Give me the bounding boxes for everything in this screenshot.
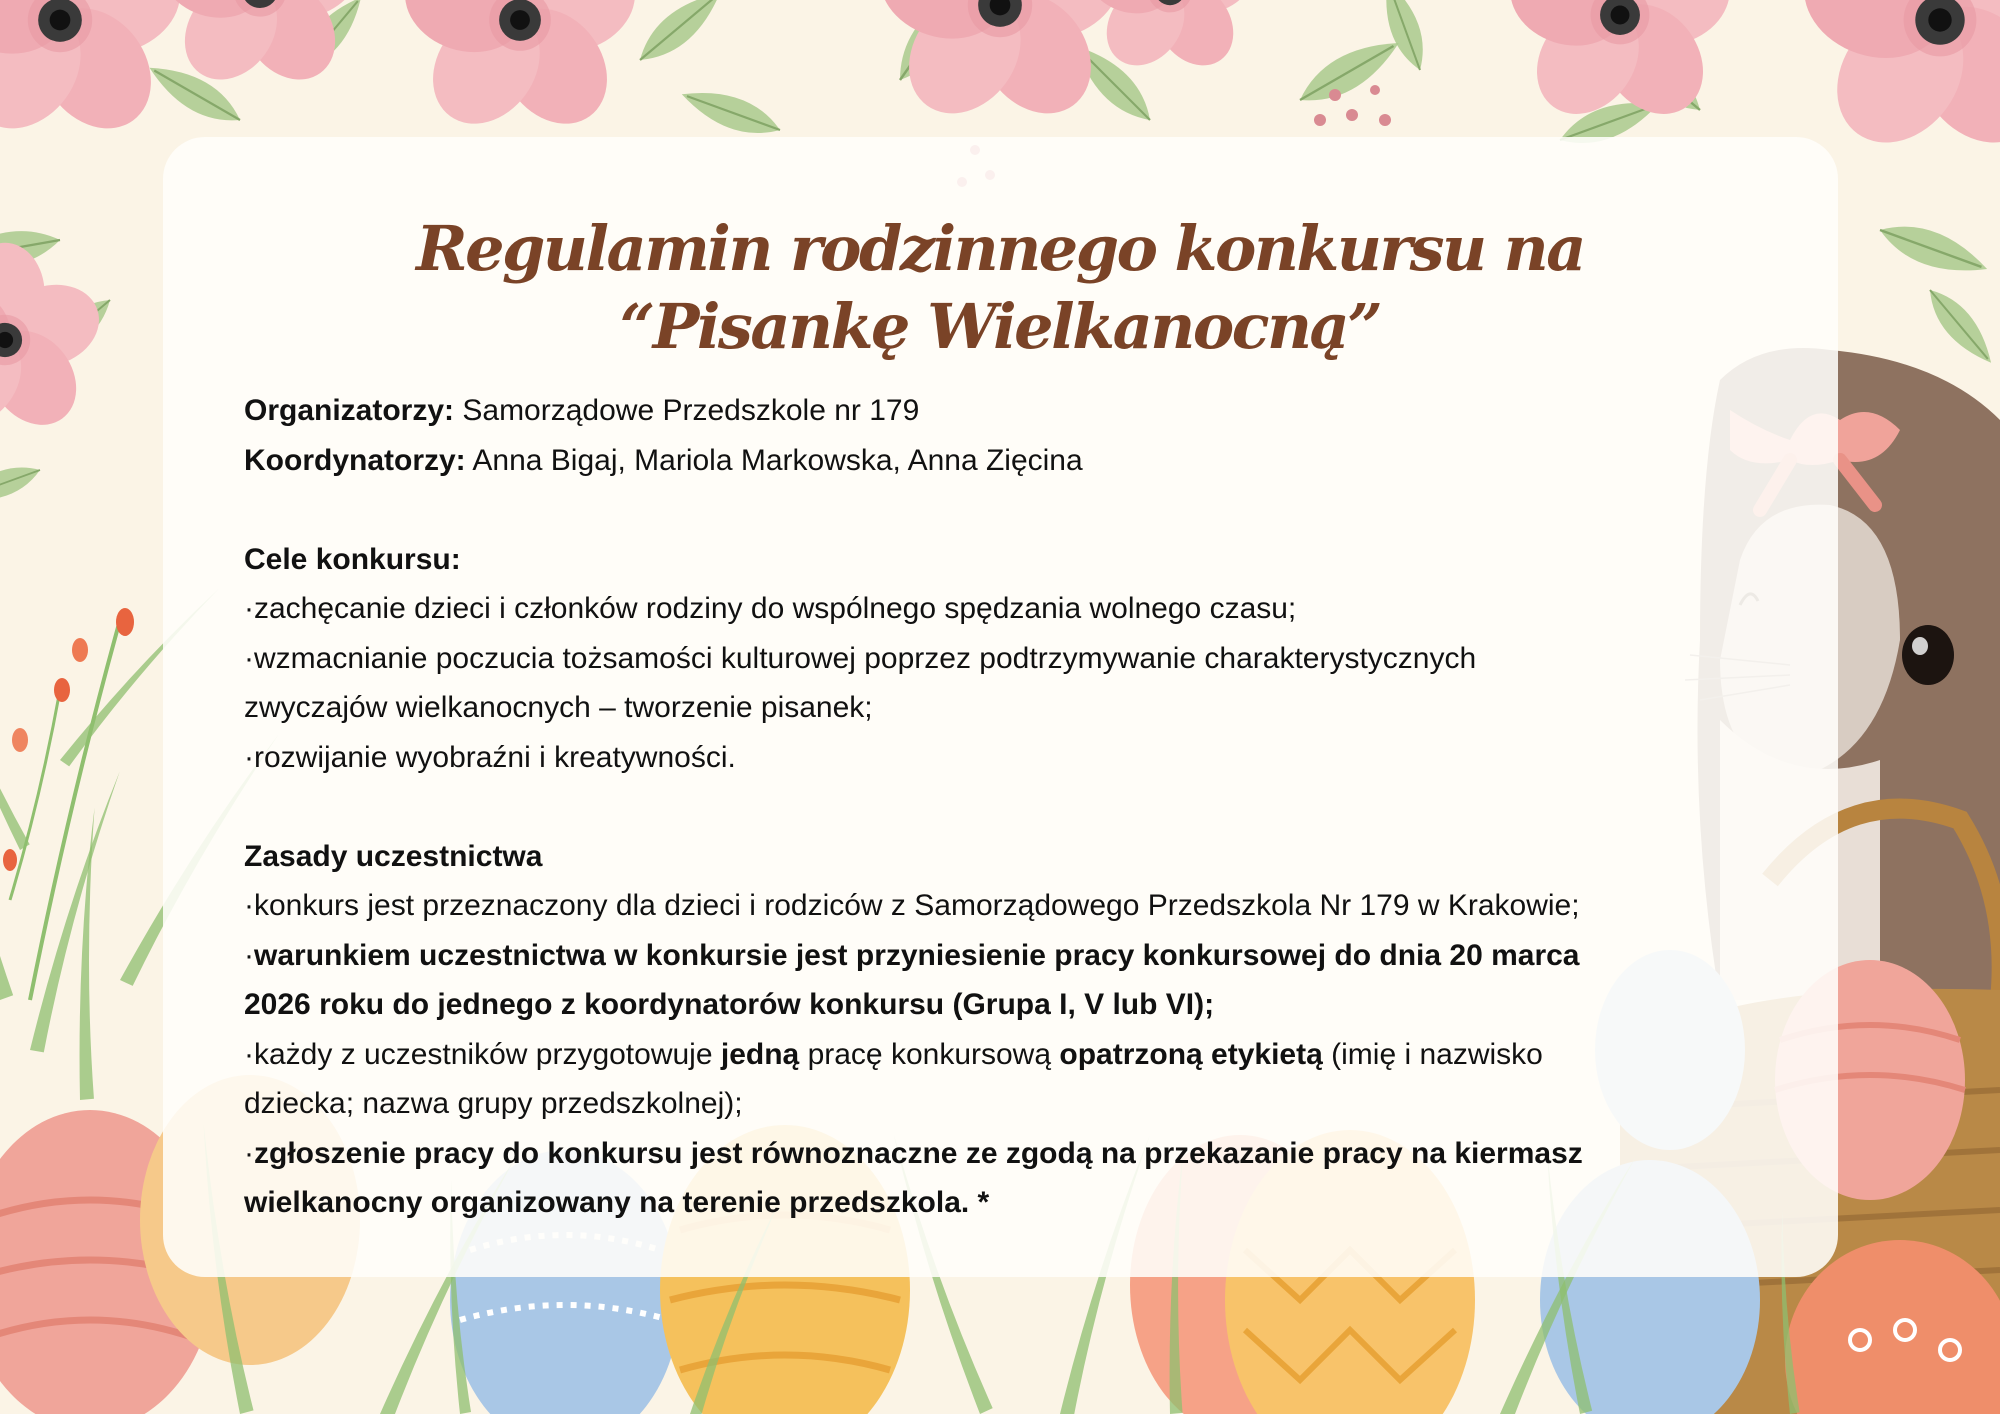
goals-item-2-line-1: ·wzmacnianie poczucia tożsamości kulturowej poprzez podtrzymywanie charakterystycznych bbox=[244, 641, 1477, 675]
rules-item-2-line-2: 2026 roku do jednego z koordynatorów konkursu (Grupa I, V lub VI); bbox=[244, 988, 1215, 1021]
title-line-1: Regulamin rodzinnego konkursu na bbox=[416, 212, 1584, 285]
rules-item-1: ·konkurs jest przeznaczony dla dzieci i rodziców z Samorządowego Przedszkola Nr 179 w Krakowie; bbox=[244, 889, 1580, 922]
organizers-label: Organizatorzy: bbox=[244, 394, 455, 427]
rules-item-4-line-1: ·zgłoszenie pracy do konkursu jest równoznaczne ze zgodą na przekazanie pracy na kiermasz bbox=[244, 1136, 1583, 1170]
coordinators-value: Anna Bigaj, Mariola Markowska, Anna Zięcina bbox=[472, 443, 1083, 477]
title-line-2: “Pisankę Wielkanocną” bbox=[619, 290, 1381, 363]
goals-item-3: ·rozwijanie wyobraźni i kreatywności. bbox=[244, 740, 736, 774]
goals-heading: Cele konkursu: bbox=[244, 542, 461, 576]
page-title bbox=[0, 210, 2000, 366]
goals-item-1: ·zachęcanie dzieci i członków rodziny do wspólnego spędzania wolnego czasu; bbox=[244, 592, 1297, 625]
rules-item-4-line-2: wielkanocny organizowany na terenie przedszkola. * bbox=[244, 1186, 990, 1219]
rules-item-2-line-1: ·warunkiem uczestnictwa w konkursie jest przyniesienie pracy konkursowej do dnia 20 marca bbox=[244, 938, 1580, 972]
coordinators-line bbox=[244, 436, 1744, 486]
organizers-value: Samorządowe Przedszkole nr 179 bbox=[462, 394, 920, 427]
organizers-line bbox=[244, 386, 1744, 436]
coordinators-label: Koordynatorzy: bbox=[244, 443, 466, 477]
rules-item-3-line-2: dziecka; nazwa grupy przedszkolnej); bbox=[244, 1087, 743, 1120]
goals-item-2-line-2: zwyczajów wielkanocnych – tworzenie pisanek; bbox=[244, 691, 873, 724]
regulations-text bbox=[244, 386, 1744, 1228]
rules-item-3-line-1: ·każdy z uczestników przygotowuje jedną pracę konkursową opatrzoną etykietą (imię i nazwisko bbox=[244, 1037, 1543, 1071]
rules-heading: Zasady uczestnictwa bbox=[244, 839, 543, 873]
